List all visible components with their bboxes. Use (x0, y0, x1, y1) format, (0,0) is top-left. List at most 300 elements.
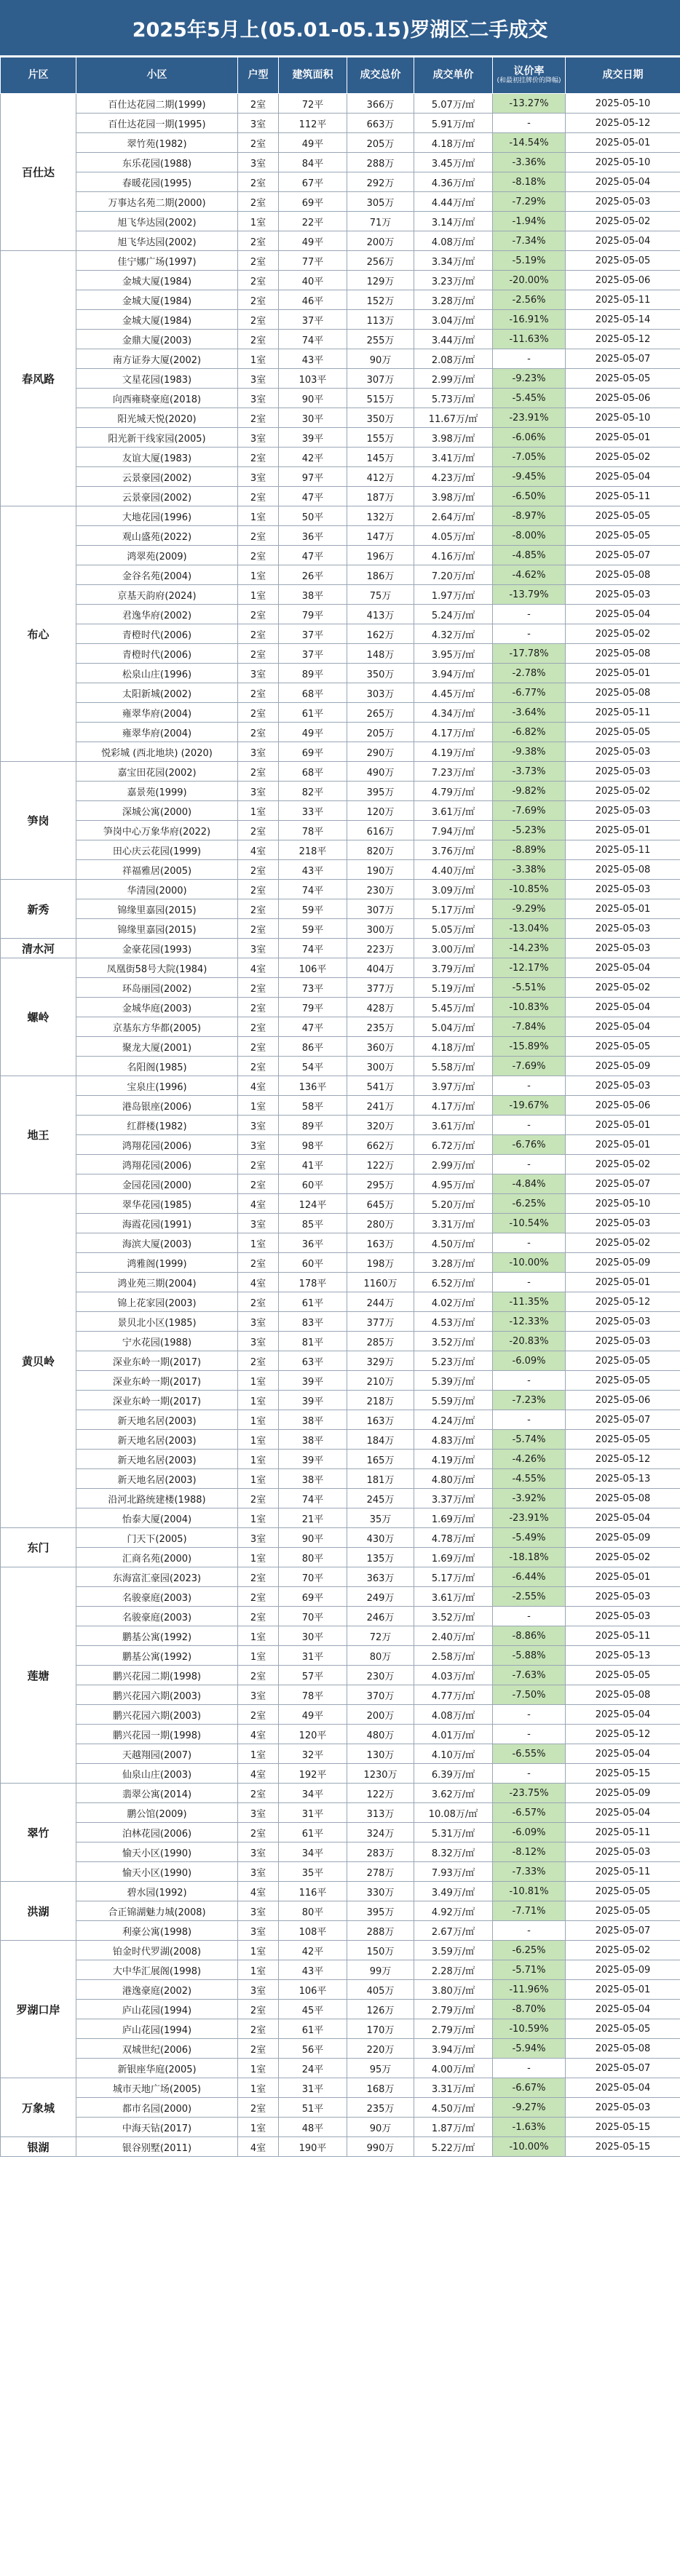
table-row (1, 958, 680, 978)
community-cell: 鹏兴花园二期(1998) (76, 1666, 238, 1685)
date-cell: 2025-05-02 (566, 624, 680, 644)
table-header-row (1, 57, 680, 94)
date-cell: 2025-05-10 (566, 1194, 680, 1214)
total-price-cell: 162万 (347, 624, 414, 644)
layout-cell: 1室 (238, 1430, 279, 1450)
total-price-cell: 370万 (347, 1685, 414, 1705)
table-row (1, 1037, 680, 1057)
table-row (1, 1764, 680, 1784)
rate-cell: - (493, 1410, 566, 1430)
area-cell: 192平 (279, 1764, 347, 1784)
rate-cell: -6.57% (493, 1803, 566, 1823)
community-cell: 城市天地广场(2005) (76, 2078, 238, 2098)
rate-cell: -8.97% (493, 506, 566, 526)
community-cell: 金城大厦(1984) (76, 310, 238, 330)
layout-cell: 1室 (238, 1508, 279, 1528)
date-cell: 2025-05-11 (566, 290, 680, 310)
header-district: 片区 (1, 57, 76, 94)
date-cell: 2025-05-12 (566, 1292, 680, 1312)
total-price-cell: 184万 (347, 1430, 414, 1450)
layout-cell: 2室 (238, 1174, 279, 1194)
total-price-cell: 95万 (347, 2059, 414, 2078)
area-cell: 61平 (279, 1292, 347, 1312)
unit-price-cell: 3.37万/㎡ (414, 1489, 493, 1508)
total-price-cell: 305万 (347, 192, 414, 212)
date-cell: 2025-05-11 (566, 1862, 680, 1882)
total-price-cell: 329万 (347, 1351, 414, 1371)
community-cell: 名骏豪庭(2003) (76, 1587, 238, 1607)
layout-cell: 3室 (238, 1980, 279, 2000)
date-cell: 2025-05-05 (566, 369, 680, 389)
rate-cell: -1.63% (493, 2118, 566, 2137)
area-cell: 38平 (279, 1430, 347, 1450)
table-row (1, 1017, 680, 1037)
layout-cell: 3室 (238, 1901, 279, 1921)
total-price-cell: 245万 (347, 1489, 414, 1508)
community-cell: 金园花园(2000) (76, 1174, 238, 1194)
area-cell: 108平 (279, 1921, 347, 1941)
date-cell: 2025-05-05 (566, 1351, 680, 1371)
area-cell: 67平 (279, 172, 347, 192)
rate-cell: - (493, 624, 566, 644)
total-price-cell: 190万 (347, 860, 414, 880)
table-row (1, 1469, 680, 1489)
area-cell: 48平 (279, 2118, 347, 2137)
rate-cell: -8.86% (493, 1626, 566, 1646)
unit-price-cell: 4.83万/㎡ (414, 1430, 493, 1450)
area-cell: 116平 (279, 1882, 347, 1901)
table-row (1, 801, 680, 821)
total-price-cell: 147万 (347, 526, 414, 546)
area-cell: 83平 (279, 1312, 347, 1332)
date-cell: 2025-05-07 (566, 1921, 680, 1941)
date-cell: 2025-05-01 (566, 1273, 680, 1292)
unit-price-cell: 5.17万/㎡ (414, 1567, 493, 1587)
total-price-cell: 90万 (347, 349, 414, 369)
layout-cell: 3室 (238, 1312, 279, 1332)
layout-cell: 2室 (238, 899, 279, 919)
date-cell: 2025-05-08 (566, 2039, 680, 2059)
area-cell: 49平 (279, 231, 347, 251)
layout-cell: 2室 (238, 2000, 279, 2019)
total-price-cell: 255万 (347, 330, 414, 349)
area-cell: 40平 (279, 271, 347, 290)
table-row (1, 330, 680, 349)
unit-price-cell: 3.59万/㎡ (414, 1941, 493, 1960)
table-row (1, 2118, 680, 2137)
total-price-cell: 223万 (347, 939, 414, 958)
table-row (1, 290, 680, 310)
unit-price-cell: 2.99万/㎡ (414, 1155, 493, 1174)
community-cell: 东海富汇豪园(2023) (76, 1567, 238, 1587)
community-cell: 鸿翠苑(2009) (76, 546, 238, 565)
date-cell: 2025-05-09 (566, 1253, 680, 1273)
area-cell: 42平 (279, 1941, 347, 1960)
community-cell: 金城大厦(1984) (76, 271, 238, 290)
date-cell: 2025-05-07 (566, 2059, 680, 2078)
community-cell: 汇商名苑(2000) (76, 1548, 238, 1567)
table-row (1, 1666, 680, 1685)
table-row (1, 192, 680, 212)
table-row (1, 1705, 680, 1725)
unit-price-cell: 5.19万/㎡ (414, 978, 493, 998)
total-price-cell: 663万 (347, 114, 414, 133)
layout-cell: 2室 (238, 1607, 279, 1626)
community-cell: 嘉宝田花园(2002) (76, 762, 238, 782)
district-cell: 万象城 (1, 2078, 76, 2137)
table-row (1, 1430, 680, 1450)
rate-cell: -6.06% (493, 428, 566, 448)
layout-cell: 2室 (238, 821, 279, 840)
area-cell: 90平 (279, 389, 347, 408)
area-cell: 41平 (279, 1155, 347, 1174)
date-cell: 2025-05-04 (566, 1017, 680, 1037)
table-row (1, 408, 680, 428)
total-price-cell: 230万 (347, 880, 414, 899)
layout-cell: 2室 (238, 998, 279, 1017)
table-row (1, 1273, 680, 1292)
layout-cell: 2室 (238, 330, 279, 349)
unit-price-cell: 3.28万/㎡ (414, 290, 493, 310)
community-cell: 云景豪园(2002) (76, 487, 238, 506)
unit-price-cell: 3.34万/㎡ (414, 251, 493, 271)
rate-cell: -5.71% (493, 1960, 566, 1980)
rate-cell: -3.92% (493, 1489, 566, 1508)
rate-cell: -6.76% (493, 1135, 566, 1155)
table-row (1, 1941, 680, 1960)
rate-cell: - (493, 1233, 566, 1253)
total-price-cell: 360万 (347, 1037, 414, 1057)
unit-price-cell: 2.79万/㎡ (414, 2019, 493, 2039)
rate-cell: -4.62% (493, 565, 566, 585)
unit-price-cell: 3.94万/㎡ (414, 664, 493, 683)
date-cell: 2025-05-05 (566, 1901, 680, 1921)
table-row (1, 1194, 680, 1214)
rate-cell: -11.35% (493, 1292, 566, 1312)
unit-price-cell: 4.78万/㎡ (414, 1528, 493, 1548)
community-cell: 翠华花园(1985) (76, 1194, 238, 1214)
rate-cell: - (493, 1155, 566, 1174)
community-cell: 怡泰大厦(2004) (76, 1508, 238, 1528)
rate-cell: -9.38% (493, 742, 566, 762)
community-cell: 愉天小区(1990) (76, 1862, 238, 1882)
unit-price-cell: 3.52万/㎡ (414, 1332, 493, 1351)
rate-cell: -6.09% (493, 1823, 566, 1842)
layout-cell: 1室 (238, 1626, 279, 1646)
layout-cell: 2室 (238, 271, 279, 290)
date-cell: 2025-05-05 (566, 1371, 680, 1391)
community-cell: 金城大厦(1984) (76, 290, 238, 310)
unit-price-cell: 3.09万/㎡ (414, 880, 493, 899)
date-cell: 2025-05-05 (566, 1430, 680, 1450)
layout-cell: 4室 (238, 840, 279, 860)
layout-cell: 4室 (238, 1273, 279, 1292)
header-layout: 户型 (238, 57, 279, 94)
date-cell: 2025-05-05 (566, 1037, 680, 1057)
date-cell: 2025-05-15 (566, 2137, 680, 2157)
unit-price-cell: 3.00万/㎡ (414, 939, 493, 958)
rate-cell: -6.55% (493, 1744, 566, 1764)
community-cell: 金谷名苑(2004) (76, 565, 238, 585)
rate-cell: -11.96% (493, 1980, 566, 2000)
rate-cell: -13.27% (493, 94, 566, 114)
rate-cell: -7.05% (493, 448, 566, 467)
layout-cell: 1室 (238, 1096, 279, 1116)
total-price-cell: 148万 (347, 644, 414, 664)
rate-cell: - (493, 1921, 566, 1941)
table-row (1, 1685, 680, 1705)
community-cell: 鸿翔花园(2006) (76, 1155, 238, 1174)
layout-cell: 2室 (238, 644, 279, 664)
unit-price-cell: 3.52万/㎡ (414, 1607, 493, 1626)
table-row (1, 860, 680, 880)
table-row (1, 1823, 680, 1842)
table-row (1, 683, 680, 703)
community-cell: 锦缘里嘉园(2015) (76, 919, 238, 939)
table-row (1, 585, 680, 605)
date-cell: 2025-05-01 (566, 1116, 680, 1135)
area-cell: 38平 (279, 1469, 347, 1489)
rate-cell: -7.84% (493, 1017, 566, 1037)
date-cell: 2025-05-11 (566, 487, 680, 506)
area-cell: 106平 (279, 1980, 347, 2000)
table-row (1, 919, 680, 939)
rate-cell: -6.50% (493, 487, 566, 506)
layout-cell: 1室 (238, 212, 279, 231)
community-cell: 鹏兴花园六期(2003) (76, 1705, 238, 1725)
header-date: 成交日期 (566, 57, 680, 94)
total-price-cell: 1160万 (347, 1273, 414, 1292)
table-row (1, 1646, 680, 1666)
table-row (1, 1116, 680, 1135)
rate-cell: -7.23% (493, 1391, 566, 1410)
community-cell: 阳光城天悦(2020) (76, 408, 238, 428)
table-row (1, 1450, 680, 1469)
total-price-cell: 990万 (347, 2137, 414, 2157)
unit-price-cell: 4.00万/㎡ (414, 2059, 493, 2078)
table-row (1, 1960, 680, 1980)
layout-cell: 1室 (238, 1233, 279, 1253)
date-cell: 2025-05-09 (566, 1528, 680, 1548)
area-cell: 69平 (279, 742, 347, 762)
unit-price-cell: 3.23万/㎡ (414, 271, 493, 290)
area-cell: 37平 (279, 644, 347, 664)
date-cell: 2025-05-04 (566, 1508, 680, 1528)
layout-cell: 4室 (238, 1076, 279, 1096)
community-cell: 鹏兴花园六期(2003) (76, 1685, 238, 1705)
area-cell: 106平 (279, 958, 347, 978)
area-cell: 58平 (279, 1096, 347, 1116)
area-cell: 74平 (279, 330, 347, 349)
community-cell: 鹏基公寓(1992) (76, 1626, 238, 1646)
layout-cell: 3室 (238, 1803, 279, 1823)
layout-cell: 1室 (238, 1744, 279, 1764)
unit-price-cell: 4.16万/㎡ (414, 546, 493, 565)
unit-price-cell: 4.50万/㎡ (414, 2098, 493, 2118)
total-price-cell: 90万 (347, 2118, 414, 2137)
area-cell: 98平 (279, 1135, 347, 1155)
unit-price-cell: 6.52万/㎡ (414, 1273, 493, 1292)
date-cell: 2025-05-03 (566, 1332, 680, 1351)
date-cell: 2025-05-03 (566, 1842, 680, 1862)
unit-price-cell: 4.08万/㎡ (414, 1705, 493, 1725)
district-cell: 螺岭 (1, 958, 76, 1076)
total-price-cell: 480万 (347, 1725, 414, 1744)
total-price-cell: 290万 (347, 742, 414, 762)
layout-cell: 2室 (238, 1017, 279, 1037)
total-price-cell: 350万 (347, 408, 414, 428)
rate-cell: -6.67% (493, 2078, 566, 2098)
total-price-cell: 395万 (347, 782, 414, 801)
table-row (1, 172, 680, 192)
community-cell: 佳宁娜广场(1997) (76, 251, 238, 271)
unit-price-cell: 4.08万/㎡ (414, 231, 493, 251)
layout-cell: 3室 (238, 114, 279, 133)
total-price-cell: 205万 (347, 133, 414, 153)
area-cell: 82平 (279, 782, 347, 801)
area-cell: 49平 (279, 133, 347, 153)
unit-price-cell: 5.04万/㎡ (414, 1017, 493, 1037)
area-cell: 51平 (279, 2098, 347, 2118)
area-cell: 61平 (279, 703, 347, 723)
layout-cell: 2室 (238, 1567, 279, 1587)
unit-price-cell: 2.08万/㎡ (414, 349, 493, 369)
total-price-cell: 285万 (347, 1332, 414, 1351)
rate-cell: -10.00% (493, 2137, 566, 2157)
area-cell: 79平 (279, 998, 347, 1017)
total-price-cell: 168万 (347, 2078, 414, 2098)
table-row (1, 349, 680, 369)
district-cell: 翠竹 (1, 1784, 76, 1882)
layout-cell: 1室 (238, 1450, 279, 1469)
layout-cell: 2室 (238, 133, 279, 153)
total-price-cell: 235万 (347, 1017, 414, 1037)
total-price-cell: 330万 (347, 1882, 414, 1901)
area-cell: 78平 (279, 821, 347, 840)
community-cell: 向西雍晓豪庭(2018) (76, 389, 238, 408)
layout-cell: 4室 (238, 2137, 279, 2157)
rate-cell: -6.82% (493, 723, 566, 742)
layout-cell: 3室 (238, 1685, 279, 1705)
community-cell: 京基东方华都(2005) (76, 1017, 238, 1037)
table-row (1, 114, 680, 133)
district-cell: 新秀 (1, 880, 76, 939)
table-row (1, 1312, 680, 1332)
total-price-cell: 363万 (347, 1567, 414, 1587)
unit-price-cell: 7.94万/㎡ (414, 821, 493, 840)
total-price-cell: 404万 (347, 958, 414, 978)
unit-price-cell: 4.50万/㎡ (414, 1233, 493, 1253)
community-cell: 仙泉山庄(2003) (76, 1764, 238, 1784)
date-cell: 2025-05-03 (566, 880, 680, 899)
area-cell: 136平 (279, 1076, 347, 1096)
total-price-cell: 80万 (347, 1646, 414, 1666)
layout-cell: 3室 (238, 1862, 279, 1882)
layout-cell: 3室 (238, 1921, 279, 1941)
rate-cell: -12.33% (493, 1312, 566, 1332)
total-price-cell: 541万 (347, 1076, 414, 1096)
table-row (1, 212, 680, 231)
total-price-cell: 150万 (347, 1941, 414, 1960)
total-price-cell: 320万 (347, 1116, 414, 1135)
rate-cell: -8.00% (493, 526, 566, 546)
total-price-cell: 490万 (347, 762, 414, 782)
table-row (1, 231, 680, 251)
layout-cell: 1室 (238, 506, 279, 526)
layout-cell: 2室 (238, 1823, 279, 1842)
rate-cell: -5.23% (493, 821, 566, 840)
table-row (1, 1253, 680, 1273)
community-cell: 祥福雅居(2005) (76, 860, 238, 880)
table-row (1, 1391, 680, 1410)
community-cell: 百仕达花园二期(1999) (76, 94, 238, 114)
area-cell: 90平 (279, 1528, 347, 1548)
layout-cell: 3室 (238, 1214, 279, 1233)
total-price-cell: 35万 (347, 1508, 414, 1528)
date-cell: 2025-05-02 (566, 978, 680, 998)
area-cell: 47平 (279, 487, 347, 506)
unit-price-cell: 3.80万/㎡ (414, 1980, 493, 2000)
table-row (1, 1842, 680, 1862)
total-price-cell: 295万 (347, 1174, 414, 1194)
total-price-cell: 186万 (347, 565, 414, 585)
unit-price-cell: 3.14万/㎡ (414, 212, 493, 231)
unit-price-cell: 4.05万/㎡ (414, 526, 493, 546)
community-cell: 碧水园(1992) (76, 1882, 238, 1901)
community-cell: 嘉景苑(1999) (76, 782, 238, 801)
unit-price-cell: 4.19万/㎡ (414, 742, 493, 762)
area-cell: 35平 (279, 1862, 347, 1882)
layout-cell: 2室 (238, 1587, 279, 1607)
layout-cell: 4室 (238, 1882, 279, 1901)
unit-price-cell: 2.58万/㎡ (414, 1646, 493, 1666)
total-price-cell: 307万 (347, 369, 414, 389)
date-cell: 2025-05-12 (566, 1450, 680, 1469)
community-cell: 鸿雅阁(1999) (76, 1253, 238, 1273)
date-cell: 2025-05-04 (566, 467, 680, 487)
rate-cell: - (493, 114, 566, 133)
layout-cell: 2室 (238, 703, 279, 723)
community-cell: 沿河北路统建楼(1988) (76, 1489, 238, 1508)
date-cell: 2025-05-04 (566, 998, 680, 1017)
total-price-cell: 122万 (347, 1155, 414, 1174)
area-cell: 74平 (279, 880, 347, 899)
layout-cell: 1室 (238, 1391, 279, 1410)
rate-cell: -6.77% (493, 683, 566, 703)
date-cell: 2025-05-09 (566, 1057, 680, 1076)
layout-cell: 2室 (238, 172, 279, 192)
table-row (1, 644, 680, 664)
area-cell: 30平 (279, 1626, 347, 1646)
community-cell: 海滨大厦(2003) (76, 1233, 238, 1253)
community-cell: 新银座华庭(2005) (76, 2059, 238, 2078)
table-row (1, 271, 680, 290)
area-cell: 30平 (279, 408, 347, 428)
table-row (1, 1980, 680, 2000)
date-cell: 2025-05-01 (566, 428, 680, 448)
date-cell: 2025-05-01 (566, 664, 680, 683)
area-cell: 46平 (279, 290, 347, 310)
total-price-cell: 405万 (347, 1980, 414, 2000)
unit-price-cell: 5.39万/㎡ (414, 1371, 493, 1391)
total-price-cell: 130万 (347, 1744, 414, 1764)
table-row (1, 565, 680, 585)
area-cell: 112平 (279, 114, 347, 133)
rate-cell: - (493, 1076, 566, 1096)
rate-cell: -7.69% (493, 1057, 566, 1076)
unit-price-cell: 3.41万/㎡ (414, 448, 493, 467)
community-cell: 都市名园(2000) (76, 2098, 238, 2118)
